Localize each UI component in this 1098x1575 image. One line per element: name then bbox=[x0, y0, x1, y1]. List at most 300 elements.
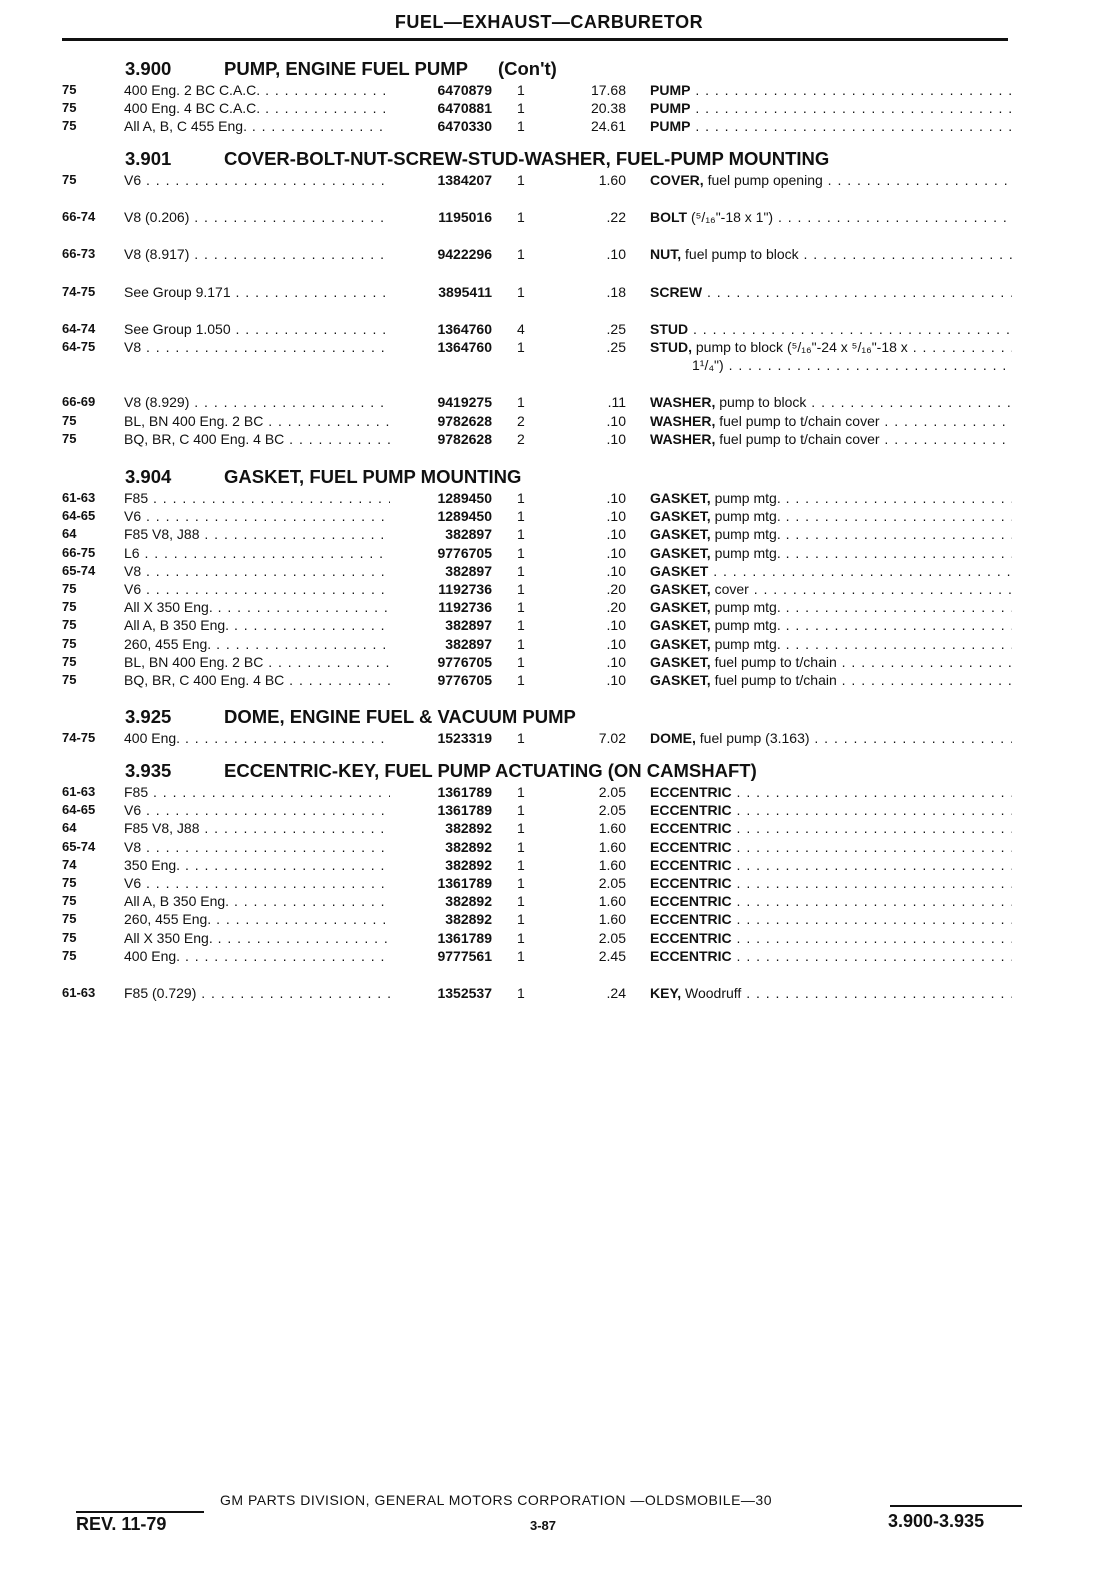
model-cell: V6 . . . bbox=[124, 581, 390, 597]
model-cell: V6 . . . bbox=[124, 802, 390, 818]
row-spacer bbox=[0, 227, 1098, 246]
part-number-cell: 9419275 bbox=[437, 394, 492, 411]
row-spacer bbox=[0, 190, 1098, 209]
year-cell: 74-75 bbox=[62, 730, 96, 745]
description-cell bbox=[650, 985, 1012, 1001]
part-number-cell: 6470879 bbox=[437, 82, 492, 98]
price-cell: 24.61 bbox=[590, 118, 626, 135]
section-3-900 bbox=[0, 56, 1098, 137]
description-keyword: STUD bbox=[650, 320, 689, 337]
model-cell: All X 350 Eng. . . . bbox=[124, 599, 390, 615]
description-text: fuel pump to block bbox=[681, 246, 799, 263]
year-cell: 64 bbox=[62, 820, 77, 836]
quantity-cell: 1 bbox=[517, 820, 525, 837]
year-cell: 64-65 bbox=[62, 802, 96, 818]
year-cell: 74-75 bbox=[62, 283, 96, 299]
description-cell bbox=[650, 875, 1012, 891]
description-text: fuel pump to t/chain bbox=[710, 671, 837, 688]
section-number: 3.904 bbox=[125, 466, 172, 487]
quantity-cell: 1 bbox=[517, 653, 525, 670]
quantity-cell: 1 bbox=[517, 508, 525, 525]
description-cell bbox=[650, 802, 1012, 818]
price-cell: .22 bbox=[606, 209, 626, 226]
quantity-cell: 1 bbox=[517, 802, 525, 819]
year-cell: 75 bbox=[62, 653, 77, 669]
quantity-cell: 1 bbox=[517, 635, 525, 652]
section-title bbox=[224, 706, 576, 728]
part-number-cell: 1361789 bbox=[437, 802, 492, 819]
table-row bbox=[0, 563, 1098, 581]
table-row bbox=[0, 730, 1098, 748]
quantity-cell: 1 bbox=[517, 838, 525, 855]
year-cell: 61-63 bbox=[62, 984, 96, 1000]
part-number-cell: 9422296 bbox=[437, 246, 492, 263]
model-cell: F85 (0.729) . . . bbox=[124, 985, 390, 1001]
table-row bbox=[0, 893, 1098, 911]
description-keyword: WASHER, bbox=[650, 412, 716, 429]
revision-label: REV. 11-79 bbox=[76, 1514, 167, 1534]
description-keyword: NUT, bbox=[650, 246, 682, 263]
description-cell bbox=[650, 118, 1012, 134]
description-cell bbox=[650, 948, 1012, 964]
quantity-cell: 1 bbox=[517, 784, 525, 800]
quantity-cell: 1 bbox=[517, 209, 525, 226]
title-rule bbox=[62, 38, 1008, 41]
price-cell: .10 bbox=[606, 544, 626, 561]
description-cell bbox=[650, 820, 1012, 836]
table-row bbox=[0, 636, 1098, 654]
description-keyword: PUMP bbox=[650, 82, 691, 98]
section-3-904 bbox=[0, 464, 1098, 690]
description-cell bbox=[650, 893, 1012, 909]
price-cell: .10 bbox=[606, 653, 626, 670]
section-heading bbox=[0, 464, 1098, 490]
year-cell: 64 bbox=[62, 526, 77, 542]
table-row bbox=[0, 321, 1098, 339]
table-row bbox=[0, 490, 1098, 508]
description-text: pump mtg. bbox=[710, 490, 781, 506]
model-cell: V6 . . . bbox=[124, 875, 390, 891]
price-cell: 1.60 bbox=[598, 820, 626, 837]
description-cell bbox=[650, 82, 1012, 98]
model-cell: V8 . . . bbox=[124, 339, 390, 355]
description-text: cover bbox=[710, 580, 749, 597]
model-cell: 350 Eng. . . . bbox=[124, 857, 390, 873]
section-number: 3.900 bbox=[125, 58, 172, 79]
model-cell: F85 . . . bbox=[124, 784, 390, 800]
table-row bbox=[0, 246, 1098, 264]
description-keyword: BOLT bbox=[650, 209, 688, 226]
part-number-cell: 9782628 bbox=[437, 412, 492, 429]
table-row bbox=[0, 857, 1098, 875]
description-text: pump to block (⁵/₁₆"-24 x ⁵/₁₆"-18 x bbox=[692, 338, 908, 355]
description-keyword: ECCENTRIC bbox=[650, 838, 732, 855]
quantity-cell: 4 bbox=[517, 320, 525, 337]
model-cell: V8 (8.929) . . . bbox=[124, 394, 390, 410]
quantity-cell: 1 bbox=[517, 947, 525, 964]
description-cell bbox=[650, 246, 1012, 262]
section-title bbox=[224, 466, 521, 488]
price-cell: .24 bbox=[606, 984, 626, 1001]
model-cell: All A, B 350 Eng. . . . bbox=[124, 893, 390, 909]
description-cell bbox=[650, 100, 1012, 116]
description-text: fuel pump to t/chain cover bbox=[715, 430, 880, 447]
description-cell bbox=[650, 857, 1012, 873]
description-text: (⁵/₁₆"-18 x 1") bbox=[687, 209, 774, 226]
description-cell bbox=[650, 911, 1012, 927]
model-cell: V8 (8.917) . . . bbox=[124, 246, 390, 262]
description-cell bbox=[650, 394, 1012, 410]
description-cell bbox=[650, 321, 1012, 337]
price-cell: 1.60 bbox=[598, 911, 626, 928]
year-cell: 75 bbox=[62, 929, 77, 945]
description-keyword: GASKET, bbox=[650, 508, 711, 525]
description-cell bbox=[650, 730, 1012, 746]
description-text: pump mtg. bbox=[710, 544, 781, 561]
quantity-cell: 1 bbox=[517, 893, 525, 910]
description-cell bbox=[650, 172, 1012, 188]
year-cell: 75 bbox=[62, 893, 77, 909]
model-cell: V8 (0.206) . . . bbox=[124, 209, 390, 225]
price-cell: .10 bbox=[606, 617, 626, 634]
table-row bbox=[0, 948, 1098, 966]
table-row bbox=[0, 930, 1098, 948]
part-number-cell: 1361789 bbox=[437, 929, 492, 946]
year-cell: 64-65 bbox=[62, 508, 96, 524]
description-keyword: GASKET, bbox=[650, 635, 711, 652]
model-cell: 400 Eng. . . . bbox=[124, 730, 390, 746]
price-cell: .10 bbox=[606, 430, 626, 447]
quantity-cell: 2 bbox=[517, 412, 525, 429]
model-cell: All A, B, C 455 Eng. . . . bbox=[124, 118, 390, 134]
table-row bbox=[0, 985, 1098, 1003]
description-cell bbox=[650, 545, 1012, 561]
description-keyword: GASKET, bbox=[650, 617, 711, 634]
quantity-cell: 1 bbox=[517, 526, 525, 543]
part-number-cell: 3895411 bbox=[438, 283, 492, 300]
year-cell: 66-74 bbox=[62, 209, 96, 225]
footer-rule-right bbox=[890, 1505, 1022, 1507]
description-cell bbox=[650, 599, 1012, 615]
year-cell: 75 bbox=[62, 172, 77, 187]
part-number-cell: 1384207 bbox=[437, 172, 492, 188]
quantity-cell: 1 bbox=[517, 856, 525, 873]
description-cell bbox=[650, 490, 1012, 506]
description-text: pump mtg. bbox=[710, 617, 781, 634]
year-cell: 75 bbox=[62, 118, 77, 134]
table-row bbox=[0, 284, 1098, 302]
part-number-cell: 382897 bbox=[445, 562, 492, 579]
description-keyword: COVER, bbox=[650, 172, 704, 188]
section-title-text: COVER-BOLT-NUT-SCREW-STUD-WASHER, FUEL-PUMP MOUNTING bbox=[224, 148, 830, 169]
part-number-cell: 1289450 bbox=[437, 508, 492, 525]
quantity-cell: 1 bbox=[517, 599, 525, 616]
model-cell: All X 350 Eng. . . . bbox=[124, 930, 390, 946]
year-cell: 75 bbox=[62, 671, 77, 687]
model-cell: F85 . . . bbox=[124, 490, 390, 506]
table-row bbox=[0, 508, 1098, 526]
model-cell: V6 . . . bbox=[124, 508, 390, 524]
quantity-cell: 1 bbox=[517, 490, 525, 506]
price-cell: .10 bbox=[606, 671, 626, 688]
table-row bbox=[0, 654, 1098, 672]
quantity-cell: 1 bbox=[517, 100, 525, 117]
description-cell bbox=[650, 563, 1012, 579]
description-keyword: PUMP bbox=[650, 118, 691, 135]
model-cell: BL, BN 400 Eng. 2 BC . . . bbox=[124, 654, 390, 670]
description-cell bbox=[650, 654, 1012, 670]
description-keyword: WASHER, bbox=[650, 430, 716, 447]
description-cell bbox=[650, 784, 1012, 800]
parts-table bbox=[0, 82, 1098, 137]
description-keyword: GASKET, bbox=[650, 490, 711, 506]
price-cell: 2.05 bbox=[598, 802, 626, 819]
description-text: fuel pump (3.163) bbox=[695, 730, 810, 746]
description-cell bbox=[650, 636, 1012, 652]
year-cell: 75 bbox=[62, 874, 77, 890]
model-cell: All A, B 350 Eng. . . . bbox=[124, 617, 390, 633]
price-cell: 1.60 bbox=[598, 172, 626, 188]
part-number-cell: 1361789 bbox=[437, 874, 492, 891]
price-cell: 1.60 bbox=[598, 838, 626, 855]
description-cell bbox=[650, 413, 1012, 429]
description-text: pump mtg. bbox=[710, 526, 781, 543]
price-cell: .25 bbox=[606, 320, 626, 337]
price-cell: .25 bbox=[606, 338, 626, 355]
part-number-cell: 382897 bbox=[445, 617, 492, 634]
section-number: 3.935 bbox=[125, 760, 172, 781]
part-number-cell: 6470330 bbox=[437, 118, 492, 135]
section-title bbox=[224, 760, 757, 782]
model-cell: 400 Eng. 4 BC C.A.C. . . . bbox=[124, 100, 390, 116]
description-cell bbox=[650, 839, 1012, 855]
year-cell: 65-74 bbox=[62, 838, 96, 854]
description-keyword: ECCENTRIC bbox=[650, 911, 732, 928]
description-text: pump mtg. bbox=[710, 599, 781, 616]
year-cell: 66-69 bbox=[62, 394, 96, 410]
description-cell bbox=[650, 508, 1012, 524]
description-text: pump to block bbox=[715, 394, 807, 411]
price-cell: 1.60 bbox=[598, 893, 626, 910]
year-cell: 66-75 bbox=[62, 544, 96, 560]
quantity-cell: 1 bbox=[517, 617, 525, 634]
description-cell bbox=[650, 339, 1012, 355]
year-cell: 64-75 bbox=[62, 338, 96, 354]
table-row bbox=[0, 172, 1098, 190]
year-cell: 75 bbox=[62, 617, 77, 633]
description-cell bbox=[650, 581, 1012, 597]
table-row bbox=[0, 875, 1098, 893]
description-keyword: GASKET, bbox=[650, 599, 711, 616]
year-cell: 75 bbox=[62, 947, 77, 963]
description-keyword: ECCENTRIC bbox=[650, 820, 732, 837]
section-3-925 bbox=[0, 704, 1098, 748]
section-title-text: DOME, ENGINE FUEL & VACUUM PUMP bbox=[224, 706, 576, 727]
model-cell: See Group 9.171 . . . bbox=[124, 284, 390, 300]
parts-table bbox=[0, 730, 1098, 748]
description-text: fuel pump opening bbox=[703, 172, 823, 188]
section-title bbox=[224, 148, 829, 170]
quantity-cell: 1 bbox=[517, 246, 525, 263]
part-number-cell: 382897 bbox=[445, 635, 492, 652]
description-keyword: GASKET, bbox=[650, 653, 711, 670]
description-keyword: ECCENTRIC bbox=[650, 784, 732, 800]
table-row bbox=[0, 545, 1098, 563]
table-row bbox=[0, 413, 1098, 431]
section-title bbox=[224, 58, 557, 80]
description-keyword: WASHER, bbox=[650, 394, 716, 411]
description-keyword: GASKET, bbox=[650, 526, 711, 543]
part-number-cell: 1192736 bbox=[438, 599, 492, 616]
year-cell: 61-63 bbox=[62, 784, 96, 799]
table-row bbox=[0, 911, 1098, 929]
part-number-cell: 382897 bbox=[445, 526, 492, 543]
year-cell: 75 bbox=[62, 911, 77, 927]
parts-table bbox=[0, 784, 1098, 1003]
description-keyword: STUD, bbox=[650, 338, 692, 355]
price-cell: .10 bbox=[606, 508, 626, 525]
model-cell: F85 V8, J88 . . . bbox=[124, 526, 390, 542]
table-row bbox=[0, 784, 1098, 802]
quantity-cell: 1 bbox=[517, 82, 525, 98]
section-3-935 bbox=[0, 758, 1098, 1003]
section-heading bbox=[0, 704, 1098, 730]
quantity-cell: 1 bbox=[517, 283, 525, 300]
description-continuation: 1¹/₄") . . . bbox=[692, 357, 1012, 373]
description-keyword: SCREW bbox=[650, 283, 703, 300]
description-keyword: ECCENTRIC bbox=[650, 893, 732, 910]
year-cell: 61-63 bbox=[62, 490, 96, 505]
price-cell: 1.60 bbox=[598, 856, 626, 873]
part-number-cell: 9782628 bbox=[437, 430, 492, 447]
table-row bbox=[0, 672, 1098, 690]
quantity-cell: 1 bbox=[517, 544, 525, 561]
price-cell: .10 bbox=[606, 526, 626, 543]
section-title-text: GASKET, FUEL PUMP MOUNTING bbox=[224, 466, 522, 487]
description-cell bbox=[650, 284, 1012, 300]
price-cell: .20 bbox=[606, 599, 626, 616]
part-number-cell: 9776705 bbox=[437, 671, 492, 688]
price-cell: 2.05 bbox=[598, 784, 626, 800]
table-row bbox=[0, 209, 1098, 227]
page-number: 3-87 bbox=[530, 1518, 557, 1533]
quantity-cell: 1 bbox=[517, 172, 525, 188]
section-title-text: ECCENTRIC-KEY, FUEL PUMP ACTUATING (ON CAMSHAFT) bbox=[224, 760, 757, 781]
description-text: fuel pump to t/chain cover bbox=[715, 412, 880, 429]
price-cell: 17.68 bbox=[590, 82, 626, 98]
section-heading bbox=[0, 758, 1098, 784]
part-number-cell: 382892 bbox=[445, 893, 492, 910]
description-cell bbox=[650, 526, 1012, 542]
price-cell: 2.05 bbox=[598, 929, 626, 946]
quantity-cell: 1 bbox=[517, 118, 525, 135]
description-keyword: GASKET bbox=[650, 562, 709, 579]
table-row bbox=[0, 839, 1098, 857]
part-number-cell: 1361789 bbox=[437, 784, 492, 800]
description-keyword: ECCENTRIC bbox=[650, 802, 732, 819]
model-cell: See Group 1.050 . . . bbox=[124, 321, 390, 337]
year-cell: 75 bbox=[62, 635, 77, 651]
price-cell: .20 bbox=[606, 580, 626, 597]
price-cell: .11 bbox=[607, 394, 626, 411]
quantity-cell: 1 bbox=[517, 874, 525, 891]
year-cell: 75 bbox=[62, 599, 77, 615]
quantity-cell: 1 bbox=[517, 394, 525, 411]
year-cell: 74 bbox=[62, 856, 77, 872]
section-3-901 bbox=[0, 146, 1098, 449]
year-cell: 75 bbox=[62, 430, 77, 446]
description-cell bbox=[650, 209, 1012, 225]
row-spacer bbox=[0, 302, 1098, 321]
quantity-cell: 1 bbox=[517, 929, 525, 946]
part-number-cell: 1523319 bbox=[437, 730, 492, 746]
quantity-cell: 1 bbox=[517, 562, 525, 579]
table-row bbox=[0, 802, 1098, 820]
price-cell: .10 bbox=[606, 562, 626, 579]
part-number-cell: 6470881 bbox=[437, 100, 492, 117]
description-text: Woodruff bbox=[681, 984, 742, 1001]
model-cell: 400 Eng. . . . bbox=[124, 948, 390, 964]
table-row bbox=[0, 118, 1098, 136]
price-cell: 7.02 bbox=[598, 730, 626, 746]
description-cell bbox=[650, 617, 1012, 633]
section-number: 3.901 bbox=[125, 148, 172, 169]
table-row bbox=[0, 394, 1098, 412]
year-cell: 65-74 bbox=[62, 562, 96, 578]
part-number-cell: 1364760 bbox=[437, 320, 492, 337]
part-number-cell: 9776705 bbox=[437, 653, 492, 670]
model-cell: BQ, BR, C 400 Eng. 4 BC . . . bbox=[124, 672, 390, 688]
model-cell: 400 Eng. 2 BC C.A.C. . . . bbox=[124, 82, 390, 98]
price-cell: .18 bbox=[606, 283, 626, 300]
table-row bbox=[0, 617, 1098, 635]
model-cell: F85 V8, J88 . . . bbox=[124, 820, 390, 836]
table-row bbox=[0, 526, 1098, 544]
section-heading bbox=[0, 56, 1098, 82]
quantity-cell: 1 bbox=[517, 580, 525, 597]
year-cell: 75 bbox=[62, 82, 77, 97]
description-text: fuel pump to t/chain bbox=[710, 653, 837, 670]
description-cell bbox=[650, 930, 1012, 946]
description-keyword: GASKET, bbox=[650, 544, 711, 561]
year-cell: 64-74 bbox=[62, 320, 96, 336]
model-cell: V6 . . . bbox=[124, 172, 390, 188]
price-cell: .10 bbox=[606, 490, 626, 506]
quantity-cell: 1 bbox=[517, 984, 525, 1001]
description-keyword: ECCENTRIC bbox=[650, 874, 732, 891]
quantity-cell: 2 bbox=[517, 430, 525, 447]
part-number-cell: 382892 bbox=[445, 820, 492, 837]
quantity-cell: 1 bbox=[517, 338, 525, 355]
description-keyword: DOME, bbox=[650, 730, 696, 746]
price-cell: .10 bbox=[606, 635, 626, 652]
year-cell: 75 bbox=[62, 412, 77, 428]
part-number-cell: 1364760 bbox=[437, 338, 492, 355]
part-number-cell: 1289450 bbox=[437, 490, 492, 506]
table-row bbox=[0, 82, 1098, 100]
description-text: pump mtg. bbox=[710, 508, 781, 525]
table-row-continuation bbox=[0, 357, 1098, 375]
table-row bbox=[0, 431, 1098, 449]
quantity-cell: 1 bbox=[517, 671, 525, 688]
description-cell bbox=[650, 672, 1012, 688]
part-number-cell: 1352537 bbox=[437, 984, 492, 1001]
price-cell: .10 bbox=[606, 412, 626, 429]
section-heading bbox=[0, 146, 1098, 172]
model-cell: V8 . . . bbox=[124, 563, 390, 579]
price-cell: 20.38 bbox=[590, 100, 626, 117]
footer-publisher: GM PARTS DIVISION, GENERAL MOTORS CORPORATION —OLDSMOBILE—30 bbox=[220, 1492, 772, 1508]
